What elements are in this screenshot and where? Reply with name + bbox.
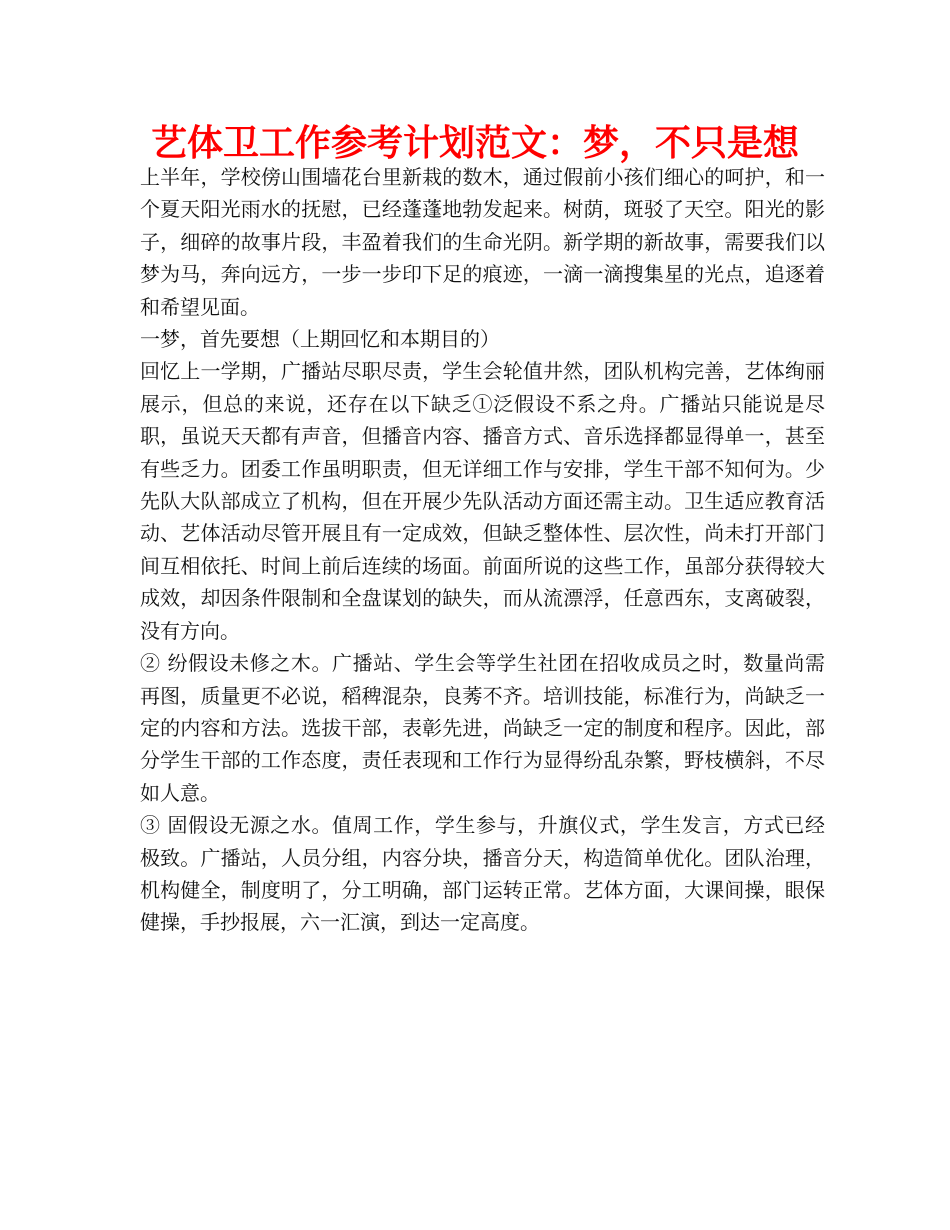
document-body [140,161,825,939]
document-title: 艺体卫工作参考计划范文：梦，不只是想 [150,123,799,164]
section-heading: 一梦，首先要想（上期回忆和本期目的） [140,327,500,352]
paragraph-intro: 上半年，学校傍山围墙花台里新栽的数木，通过假前小孩们细心的呵护，和一个夏天阳光雨水的抚慰，已经蓬蓬地勃发起来。树荫，斑驳了天空。阳光的影子，细碎的故事片段，丰盈着我们的生命光阴。新学期的新故事，需要我们以梦为马，奔向远方，一步一步印下足的痕迹，一滴一滴搜集星的光点，追逐着和希望见面。 [140,165,825,319]
paragraph-review: 回忆上一学期，广播站尽职尽责，学生会轮值井然，团队机构完善，艺体绚丽展示，但总的来说，还存在以下缺乏①泛假设不系之舟。广播站只能说是尽职，虽说天天都有声音，但播音内容、播音方式、音乐选择都显得单一，甚至有些乏力。团委工作虽明职责，但无详细工作与安排，学生干部不知何为。少先队大队部成立了机构，但在开展少先队活动方面还需主动。卫生适应教育活动、艺体活动尽管开展且有一定成效，但缺乏整体性、层次性，尚未打开部门间互相依托、时间上前后连续的场面。前面所说的这些工作，虽部分获得较大成效，却因条件限制和全盘谋划的缺失，而从流漂浮，任意西东，支离破裂，没有方向。 [140,359,825,643]
paragraph-point-3: ③ 固假设无源之水。值周工作，学生参与，升旗仪式，学生发言，方式已经极致。广播站，人员分组，内容分块，播音分天，构造简单优化。团队治理，机构健全，制度明了，分工明确，部门运转正常。艺体方面，大课间操，眼保健操，手抄报展，六一汇演，到达一定高度。 [140,813,825,935]
paragraph-point-2: ② 纷假设未修之木。广播站、学生会等学生社团在招收成员之时，数量尚需再图，质量更不必说，稻稗混杂，良莠不齐。培训技能，标准行为，尚缺乏一定的内容和方法。选拔干部，表彰先进，尚缺乏一定的制度和程序。因此，部分学生干部的工作态度，责任表现和工作行为显得纷乱杂繁，野枝横斜，不尽如人意。 [140,651,825,805]
